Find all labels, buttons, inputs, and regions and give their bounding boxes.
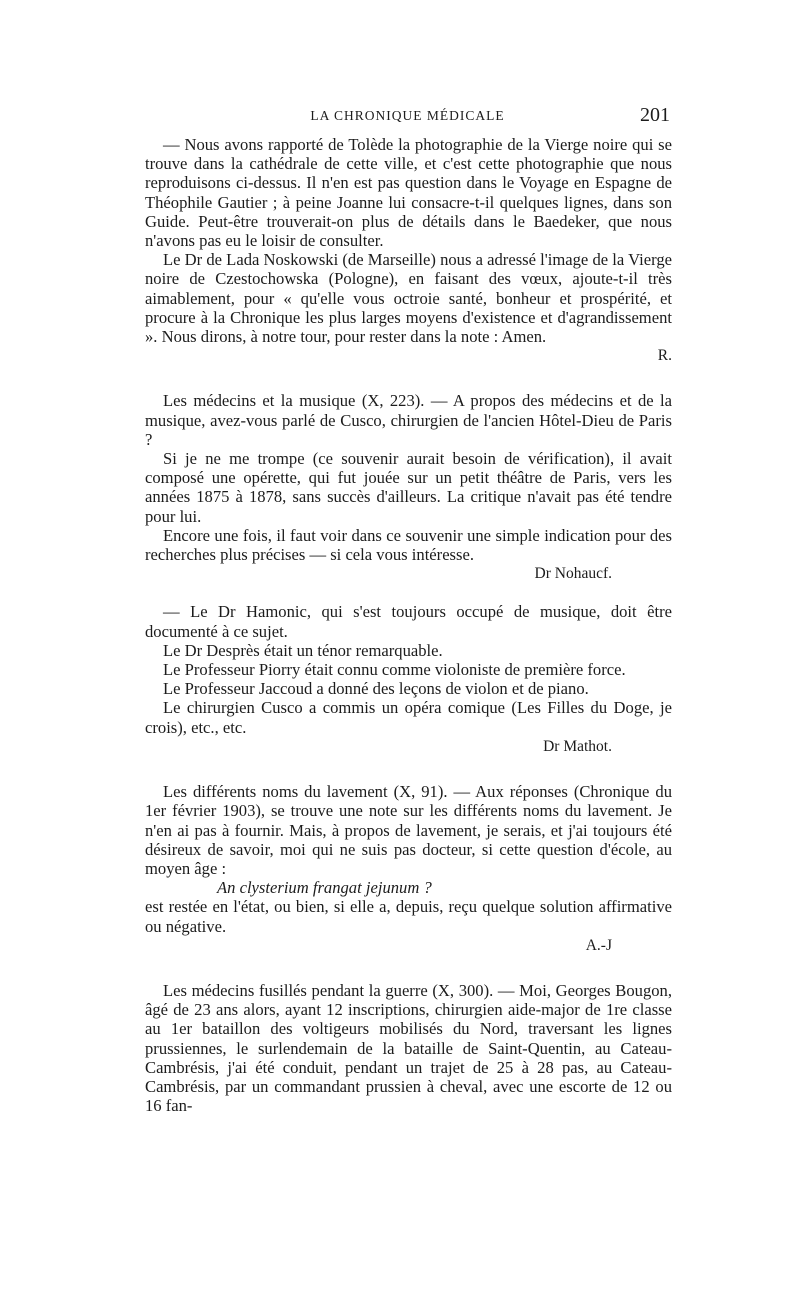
paragraph: Le Dr Desprès était un ténor remarquable. — [163, 640, 443, 660]
paragraph: Le Dr de Lada Noskowski (de Marseille) nous a adressé l'image de la Vierge noire de Czestochowska (Pologne), en faisant des vœux, ajoute-t-il très aimablement, pour « qu'elle vous octroie santé, bonheur et prospérité, et procure à la Chronique les plus larges moyens d'existence et d'agrandissement ». Nous dirons, à notre tour, pour rester dans la note : Amen. — [145, 250, 672, 347]
paragraph: Si je ne me trompe (ce souvenir aurait besoin de vérification), il avait composé une opérette, qui fut jouée sur un petit théâtre de Paris, vers les années 1875 à 1878, sans succès d'ailleurs. La critique n'avait pas été tendre pour lui. — [145, 449, 672, 526]
article-body — [145, 135, 672, 1115]
signature: Dr Nohaucf. — [534, 565, 612, 583]
paragraph: Le Professeur Piorry était connu comme violoniste de première force. — [163, 660, 626, 680]
signature: A.-J — [585, 936, 612, 954]
running-header — [145, 104, 670, 128]
page-number: 201 — [640, 104, 670, 126]
paragraph: Les médecins et la musique (X, 223). — A propos des médecins et de la musique, avez-vous parlé de Cusco, chirurgien de l'ancien Hôtel-Dieu de Paris ? — [145, 391, 672, 449]
signature: Dr Mathot. — [543, 737, 612, 755]
section-gap — [145, 756, 672, 782]
paragraph: Les médecins fusillés pendant la guerre (X, 300). — Moi, Georges Bougon, âgé de 23 ans alors, ayant 12 inscriptions, chirurgien aide-major de 1re classe au 1er bataillon des voltigeurs mobilisés du Nord, traversant les lignes prussiennes, le surlendemain de la bataille de Saint-Quentin, au Cateau-Cambrésis, j'ai été conduit, pendant un trajet de 25 à 28 pas, au Cateau-Cambrésis, par un commandant prussien à cheval, avec une escorte de 12 ou 16 fan- — [145, 980, 672, 1116]
paragraph: Les différents noms du lavement (X, 91). — Aux réponses (Chronique du 1er février 1903), se trouve une note sur les différents noms du lavement. Je n'en ai pas à fournir. Mais, à propos de lavement, je serais, et j'ai toujours été désireux de savoir, moi qui ne suis pas docteur, si cette question d'école, au moyen âge : — [145, 782, 672, 878]
latin-quote: An clysterium frangat jejunum ? — [217, 878, 432, 898]
paragraph: Le chirurgien Cusco a commis un opéra comique (Les Filles du Doge, je crois), etc., etc. — [145, 698, 672, 737]
section-gap — [145, 955, 672, 981]
section-gap — [145, 365, 672, 391]
paragraph: Le Professeur Jaccoud a donné des leçons de violon et de piano. — [163, 679, 589, 699]
paragraph: — Le Dr Hamonic, qui s'est toujours occupé de musique, doit être documenté à ce sujet. — [145, 602, 672, 641]
signature: R. — [657, 347, 672, 365]
running-title: LA CHRONIQUE MÉDICALE — [310, 108, 505, 123]
paragraph: est restée en l'état, ou bien, si elle a, depuis, reçu quelque solution affirmative ou négative. — [145, 897, 672, 936]
paragraph: Encore une fois, il faut voir dans ce souvenir une simple indication pour des recherches plus précises — si cela vous intéresse. — [145, 525, 672, 565]
section-gap — [145, 583, 672, 602]
paragraph: — Nous avons rapporté de Tolède la photographie de la Vierge noire qui se trouve dans la cathédrale de cette ville, et c'est cette photographie que nous reproduisons ci-dessus. Il n'en est pas question dans le Voyage en Espagne de Théophile Gautier ; à peine Joanne lui consacre-t-il quelques lignes, dans son Guide. Peut-être trouverait-on plus de détails dans le Baedeker, que nous n'avons pas eu le loisir de consulter. — [145, 135, 672, 251]
